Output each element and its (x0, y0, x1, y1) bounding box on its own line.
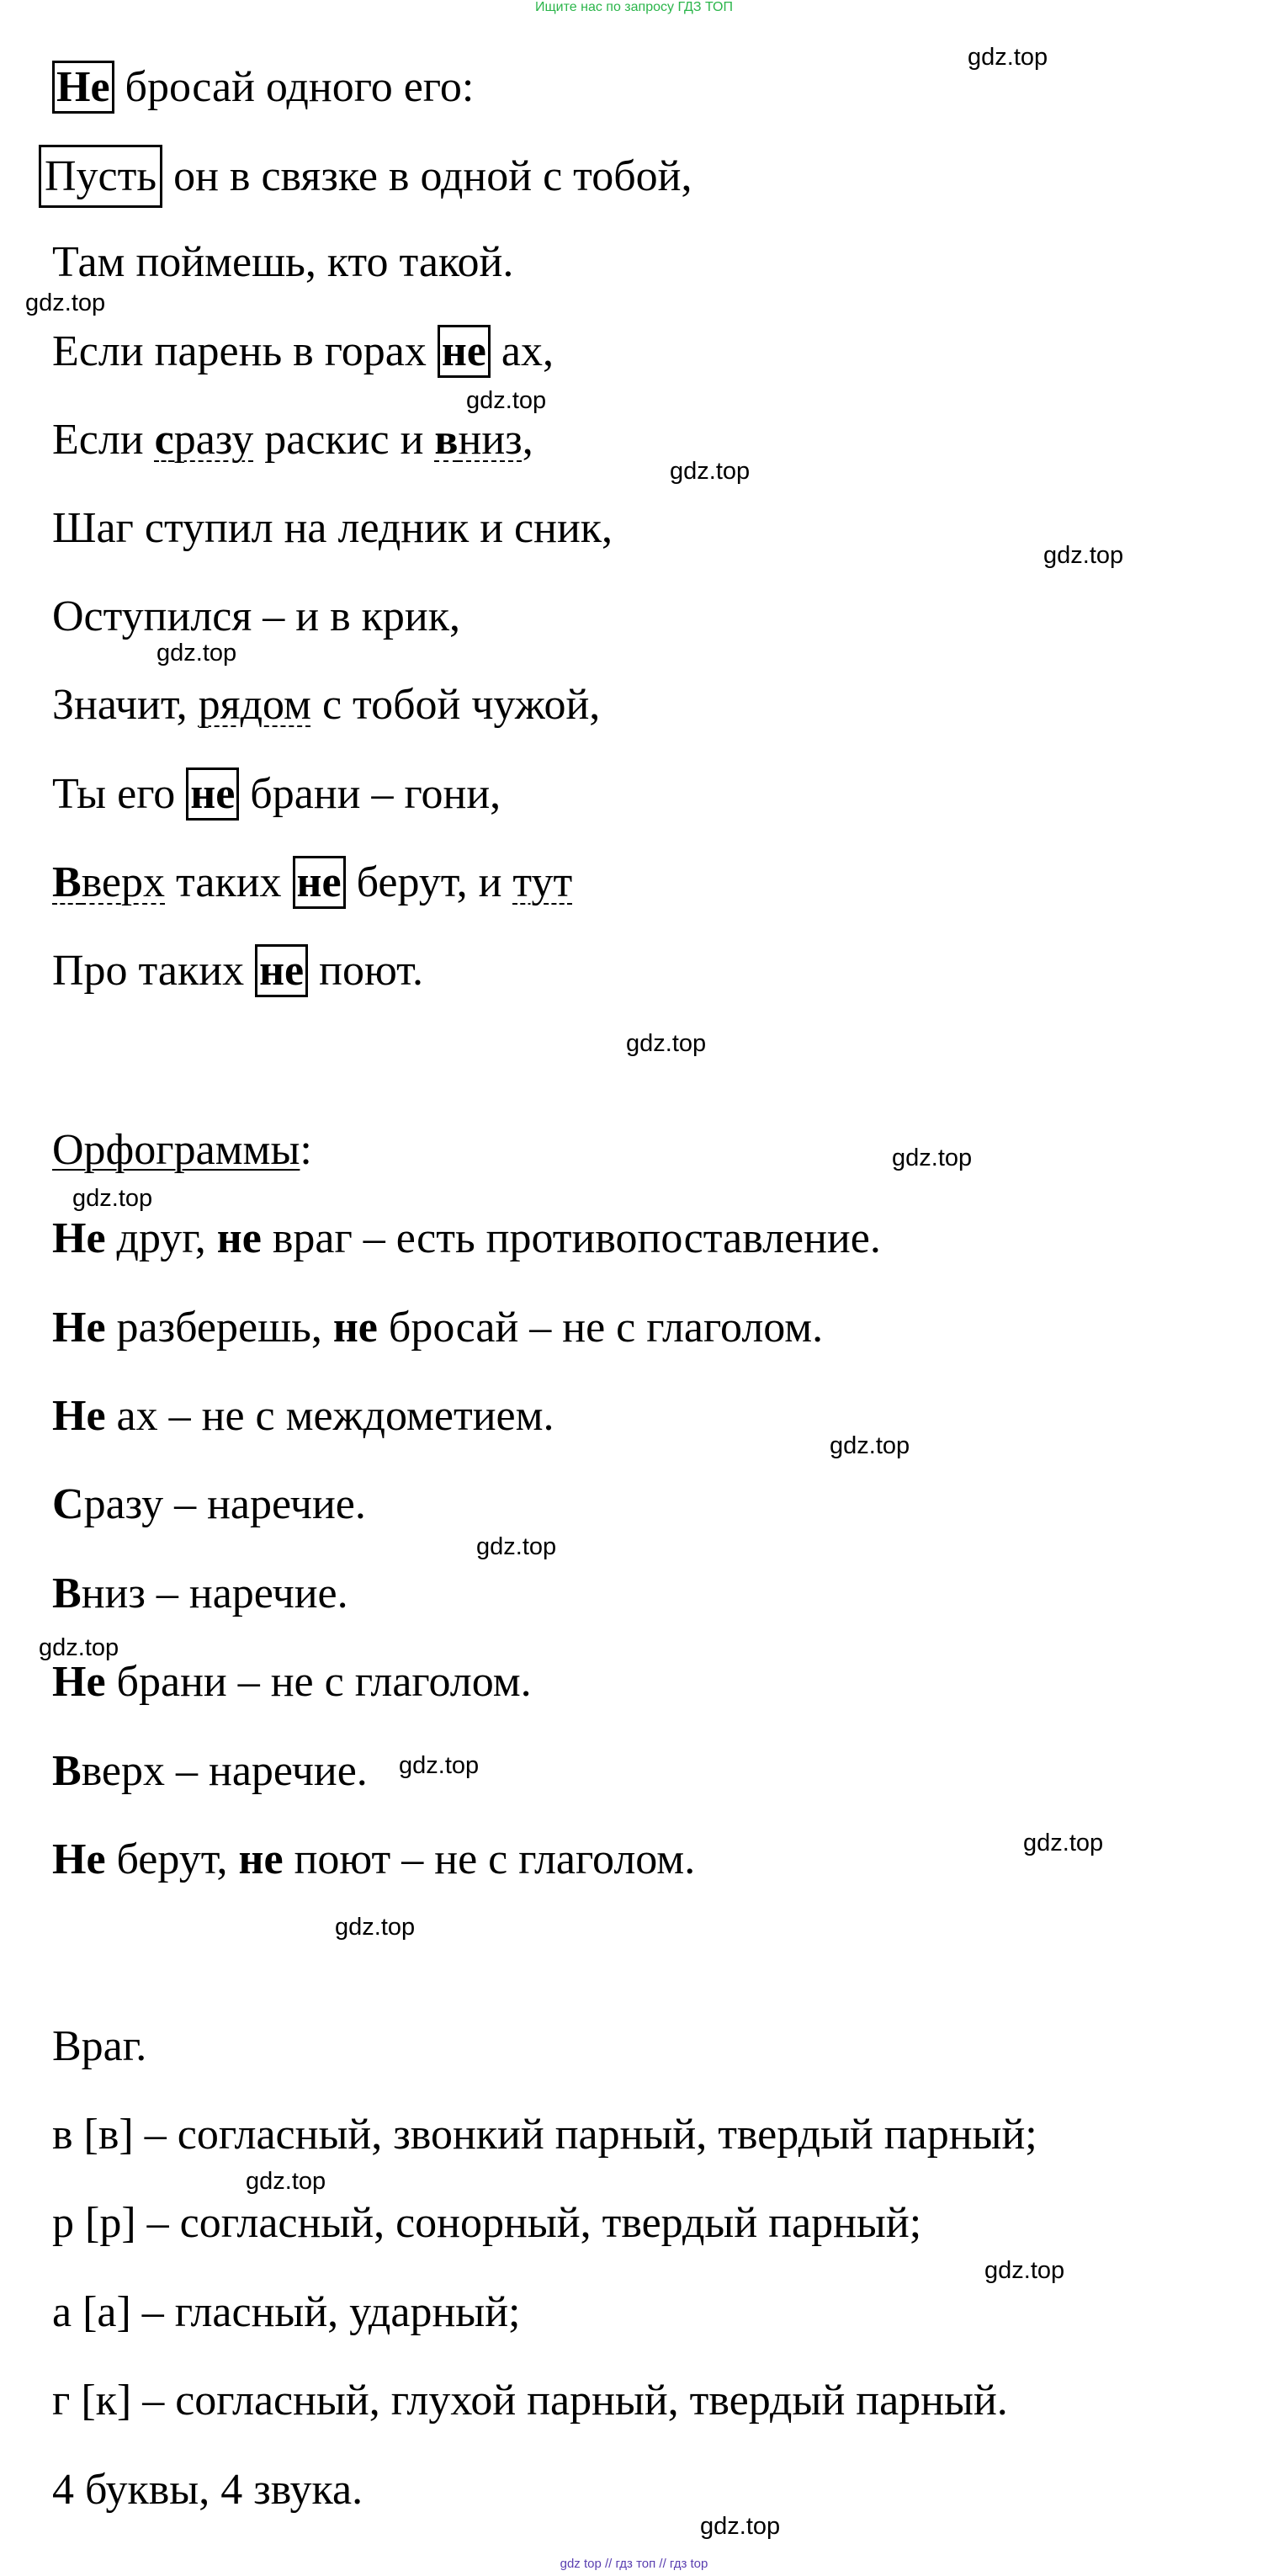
adverb-sразу: сразу (154, 416, 254, 464)
orthogram-1: Не друг, не враг – есть противопоставление. (52, 1214, 881, 1262)
watermark: gdz.top (476, 1533, 557, 1560)
watermark: gdz.top (1023, 1830, 1104, 1856)
analysis-word: Враг. (52, 2022, 147, 2070)
orthogram-6: Не брани – не с глаголом. (52, 1658, 532, 1706)
analysis-row: г [к] – согласный, глухой парный, твердый парный. (52, 2377, 1008, 2425)
analysis-row: в [в] – согласный, звонкий парный, твердый парный; (52, 2111, 1037, 2159)
orthogram-2: Не разберешь, не бросай – не с глаголом. (52, 1304, 824, 1352)
poem-line-4: Если парень в горах не ах, (52, 327, 554, 377)
poem-line-10: Вверх таких не берут, и тут (52, 858, 572, 908)
poem-line-2: Пусть он в связке в одной с тобой, (52, 151, 692, 202)
orthogram-5: Вниз – наречие. (52, 1570, 348, 1617)
watermark: gdz.top (72, 1185, 153, 1212)
poem-line-11: Про таких не поют. (52, 946, 423, 996)
watermark: gdz.top (335, 1914, 416, 1941)
watermark: gdz.top (670, 458, 751, 485)
orthogram-3: Не ах – не с междометием. (52, 1392, 554, 1440)
orthogram-8: Не берут, не поют – не с глаголом. (52, 1835, 696, 1883)
watermark: gdz.top (984, 2257, 1065, 2284)
analysis-row: р [р] – согласный, сонорный, твердый парный; (52, 2199, 922, 2247)
poem-line-9: Ты его не брани – гони, (52, 769, 501, 820)
watermark: gdz.top (466, 387, 547, 414)
watermark: gdz.top (968, 44, 1048, 71)
adverb-tut: тут (512, 858, 573, 906)
poem-line-8: Значит, рядом с тобой чужой, (52, 681, 601, 729)
watermark: gdz.top (626, 1030, 707, 1057)
watermark: gdz.top (830, 1432, 910, 1459)
adverb-vniz: вниз (434, 416, 523, 464)
watermark: gdz.top (25, 289, 106, 316)
header-note: Ищите нас по запросу ГДЗ ТОП (535, 0, 733, 14)
adverb-ryadom: рядом (198, 681, 311, 729)
ne-highlight: не (186, 767, 239, 821)
analysis-summary: 4 буквы, 4 звука. (52, 2466, 363, 2514)
poem-line-5: Если сразу раскис и вниз, (52, 416, 533, 464)
watermark: gdz.top (399, 1752, 480, 1779)
poem-line-3: Там поймешь, кто такой. (52, 238, 514, 286)
ne-highlight: не (255, 944, 308, 997)
watermark: gdz.top (892, 1145, 973, 1171)
analysis-row: а [а] – гласный, ударный; (52, 2288, 521, 2336)
poem-line-7: Оступился – и в крик, (52, 592, 461, 640)
footer-note: gdz top // гдз топ // гдз top (560, 2557, 708, 2571)
watermark: gdz.top (700, 2513, 781, 2540)
adverb-vverkh: Вверх (52, 858, 166, 906)
watermark: gdz.top (39, 1634, 119, 1661)
watermark: gdz.top (246, 2168, 326, 2195)
word-highlight: Пусть (39, 145, 162, 208)
poem-line-1: Не бросай одного его: (52, 62, 474, 113)
ne-highlight: не (438, 325, 491, 378)
orthogram-4: Сразу – наречие. (52, 1480, 366, 1528)
ne-highlight: не (293, 856, 346, 909)
watermark: gdz.top (157, 640, 237, 667)
ne-highlight: Не (52, 61, 114, 114)
orthogram-7: Вверх – наречие. (52, 1747, 368, 1795)
poem-line-6: Шаг ступил на ледник и сник, (52, 504, 613, 552)
orthograms-heading: Орфограммы: (52, 1126, 312, 1174)
watermark: gdz.top (1043, 542, 1124, 569)
